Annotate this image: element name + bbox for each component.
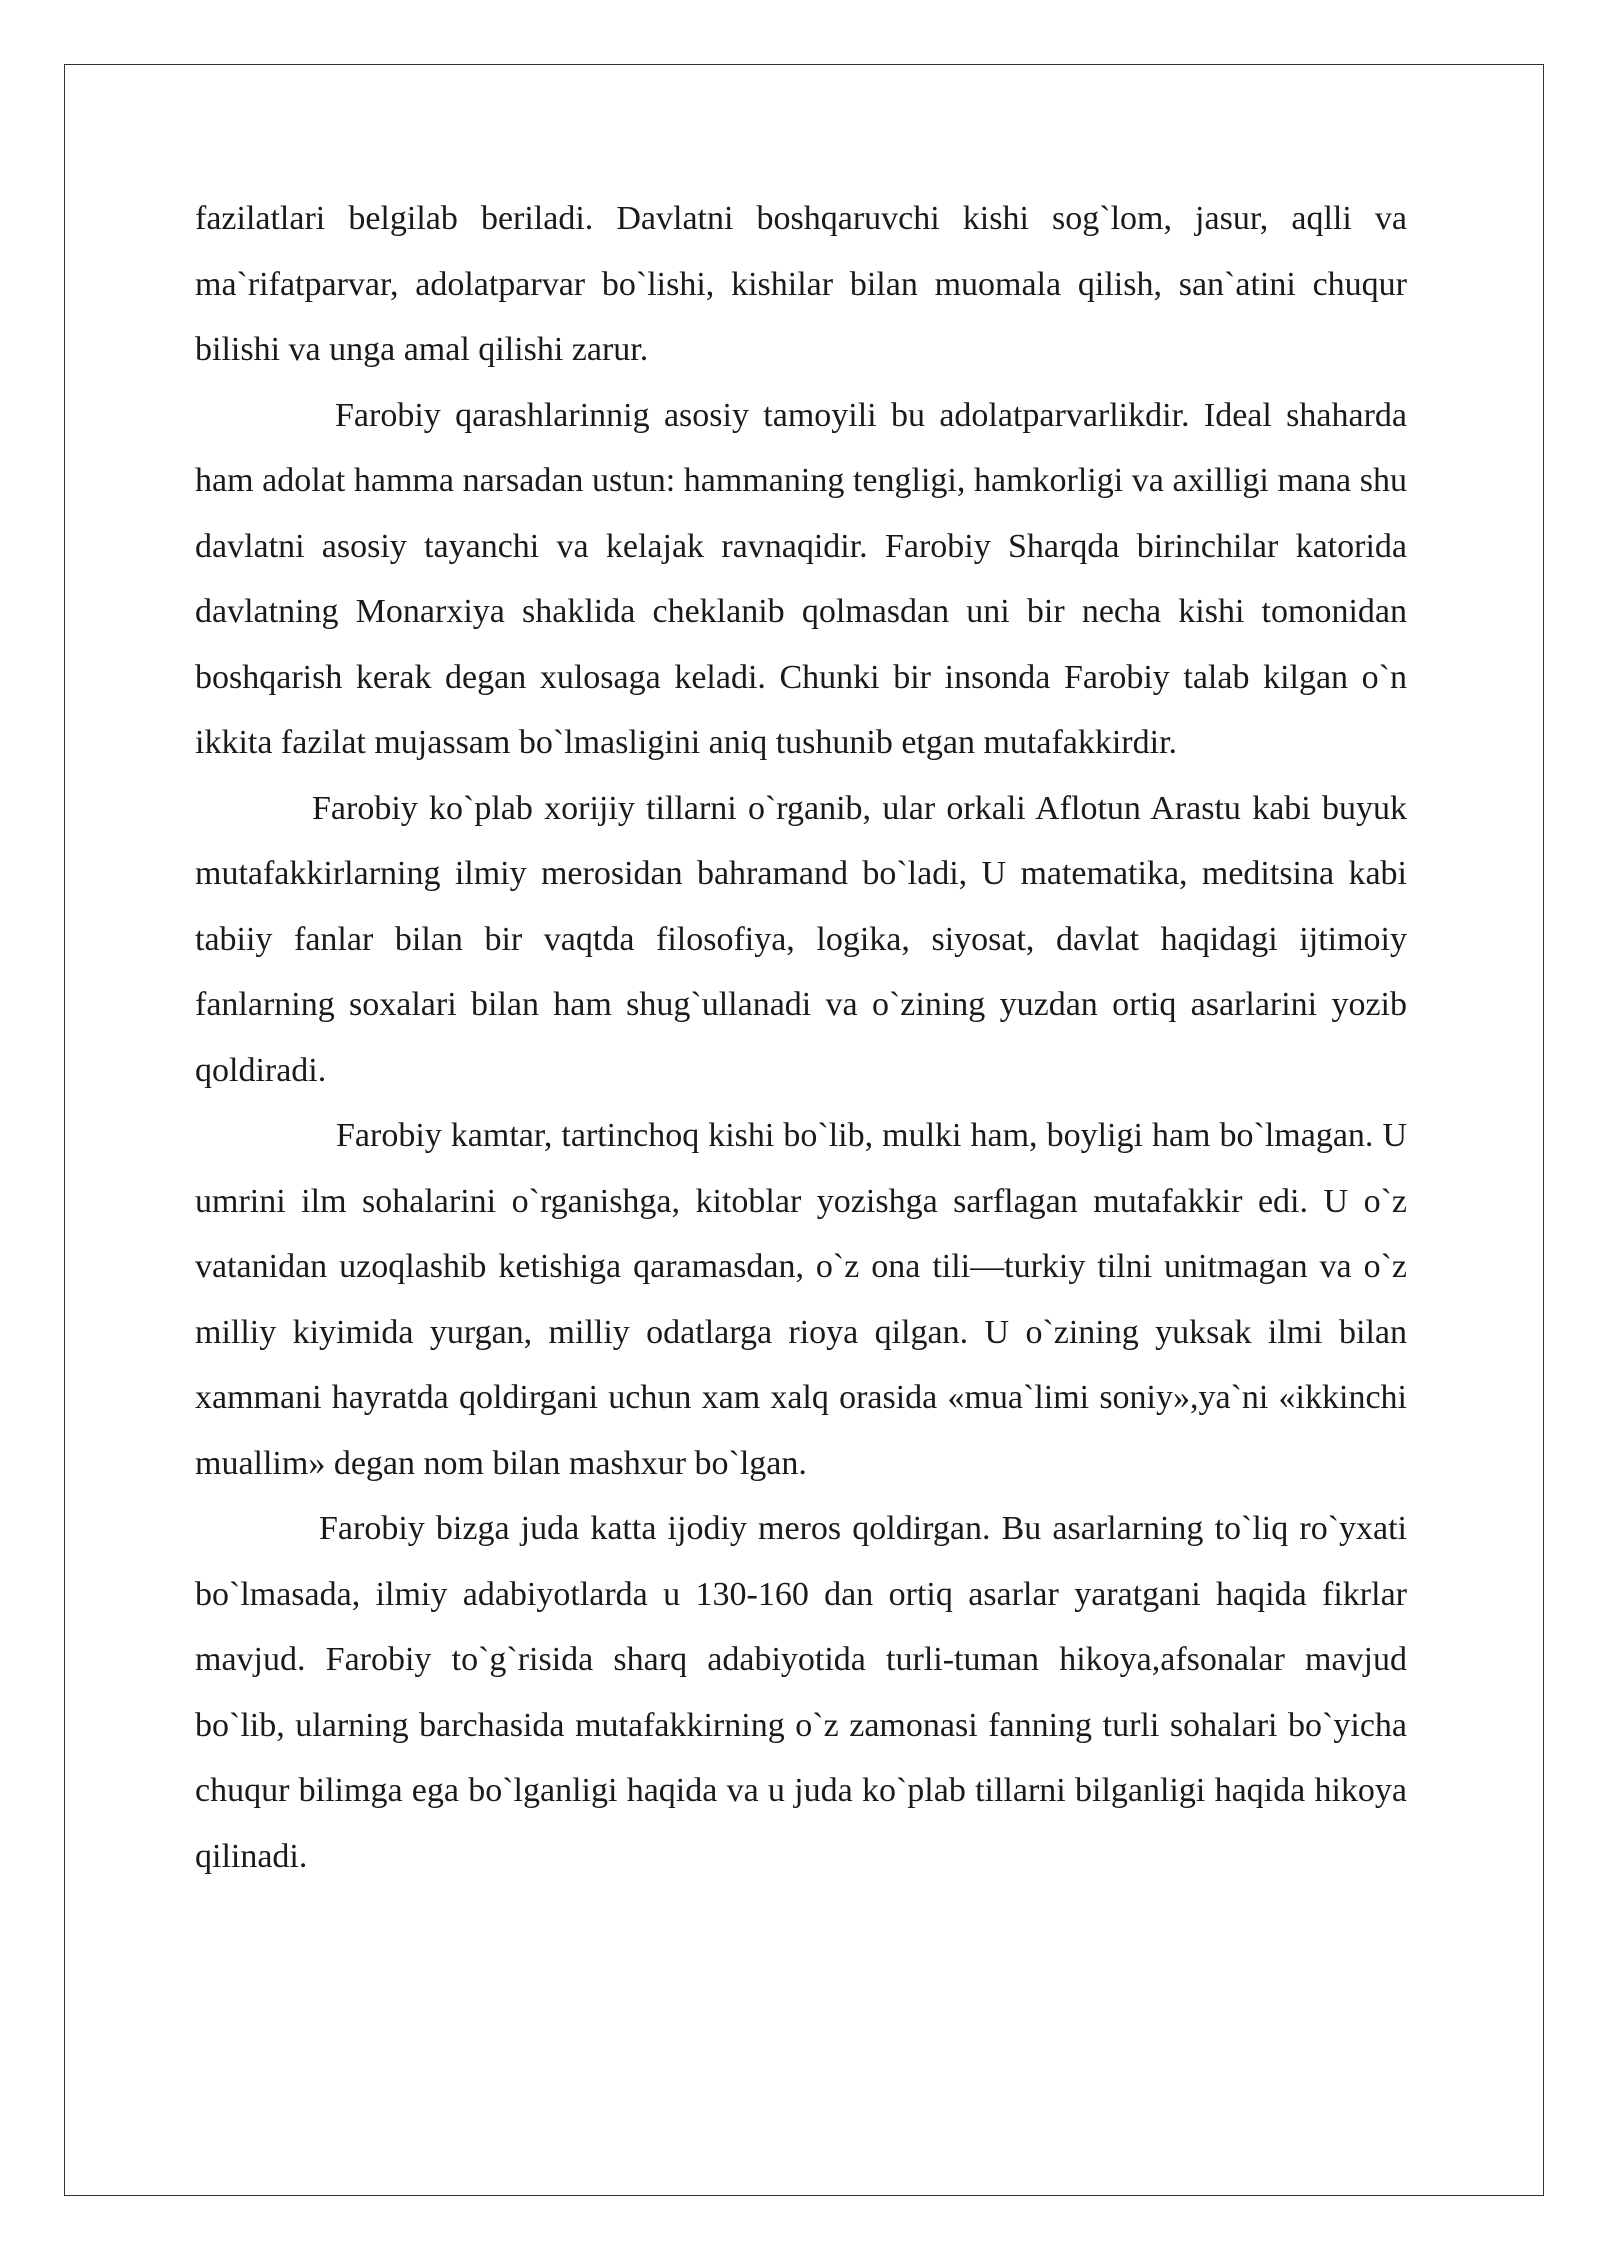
paragraph-2: Farobiy qarashlarinnig asosiy tamoyili bu adolatparvarlikdir. Ideal shaharda ham adolat hamma narsadan ustun: hammaning tengligi, hamkorligi va axilligi mana shu davlatni asosiy tayanchi va kelajak ravnaqidir. Farobiy Sharqda birinchilar katorida davlatning Monarxiya shaklida cheklanib qolmasdan uni bir necha kishi tomonidan boshqarish kerak degan xulosaga keladi. Chunki bir insonda Farobiy talab kilgan o`n ikkita fazilat mujassam bo`lmasligini aniq tushunib etgan mutafakkirdir.: [195, 396, 1407, 761]
paragraph-5: Farobiy bizga juda katta ijodiy meros qoldirgan. Bu asarlarning to`liq ro`yxati bo`lmasada, ilmiy adabiyotlarda u 130-160 dan ortiq asarlar yaratgani haqida fikrlar mavjud. Farobiy to`g`risida sharq adabiyotida turli-tuman hikoya,afsonalar mavjud bo`lib, ularning barchasida mutafakkirning o`z zamonasi fanning turli sohalari bo`yicha chuqur bilimga ega bo`lganligi haqida va u juda ko`plab tillarni bilganligi haqida hikoya qilinadi.: [195, 1510, 1407, 1875]
paragraph-1: fazilatlari belgilab beriladi. Davlatni boshqaruvchi kishi sog`lom, jasur, aqlli va ma`rifatparvar, adolatparvar bo`lishi, kishilar bilan muomala qilish, san`atini chuqur bilishi va unga amal qilishi zarur.: [195, 200, 1407, 368]
paragraph-4: Farobiy kamtar, tartinchoq kishi bo`lib, mulki ham, boyligi ham bo`lmagan. U umrini ilm sohalarini o`rganishga, kitoblar yozishga sarflagan mutafakkir edi. U o`z vatanidan uzoqlashib ketishiga qaramasdan, o`z ona tili—turkiy tilni unitmagan va o`z milliy kiyimida yurgan, milliy odatlarga rioya qilgan. U o`zining yuksak ilmi bilan xammani hayratda qoldirgani uchun xam xalq orasida «mua`limi soniy»,ya`ni «ikkinchi muallim» degan nom bilan mashxur bo`lgan.: [195, 1117, 1407, 1482]
document-body: [195, 186, 1407, 1889]
paragraph-3: Farobiy ko`plab xorijiy tillarni o`rganib, ular orkali Aflotun Arastu kabi buyuk mutafakkirlarning ilmiy merosidan bahramand bo`ladi, U matematika, meditsina kabi tabiiy fanlar bilan bir vaqtda filosofiya, logika, siyosat, davlat haqidagi ijtimoiy fanlarning soxalari bilan ham shug`ullanadi va o`zining yuzdan ortiq asarlarini yozib qoldiradi.: [195, 789, 1407, 1089]
